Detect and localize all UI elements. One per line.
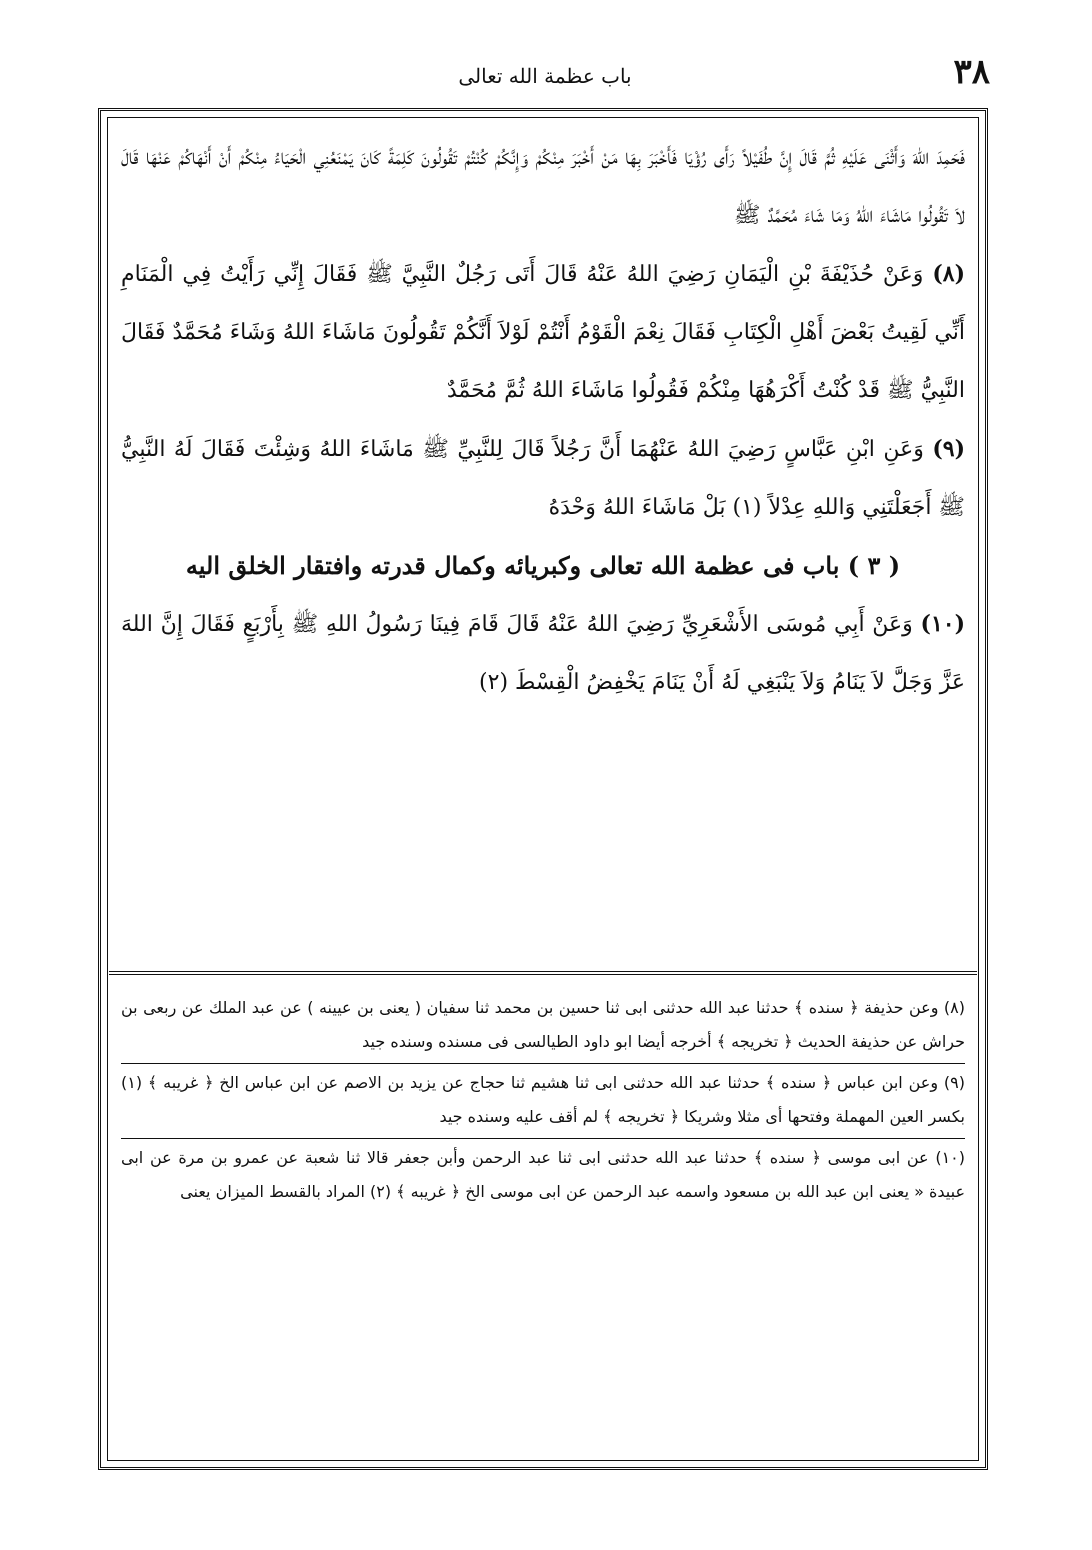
hadith-number: (٨) bbox=[932, 261, 965, 287]
footnote-separator bbox=[121, 1138, 965, 1139]
footnote-9: (٩) وعن ابن عباس ﴿ سنده ﴾ حدثنا عبد الله حدثنى ابى ثنا هشيم ثنا حجاج عن يزيد بن الاصم عن ابن عباس الخ ﴿ غريبه ﴾ (١) بكسر العين المهملة وفتحها أى مثلا وشريكا ﴿ تخريجه ﴾ لم أقف عليه وسنده جيد bbox=[121, 1073, 965, 1126]
footnote-10: (١٠) عن ابى موسى ﴿ سنده ﴾ حدثنا عبد الله حدثنى ابى ثنا عبد الرحمن وأبن جعفر قالا ثنا شعبة عن عمرو بن مرة عن ابى عبيدة « يعنى ابن عبد الله بن مسعود واسمه عبد الرحمن عن ابى موسى الخ ﴿ غريبه ﴾ (٢) المراد بالقسط الميزان يعنى bbox=[121, 1148, 965, 1201]
hadith-text: وَعَنِ ابْنِ عَبَّاسٍ رَضِيَ اللهُ عَنْهُمَا أَنَّ رَجُلاً قَالَ لِلنَّبِيِّ ﷺ مَاشَاءَ اللهُ وَشِئْتَ فَقَالَ لَهُ النَّبِيُّ ﷺ أَجَعَلْتَنِي وَاللهِ عِدْلاً (١) بَلْ مَاشَاءَ اللهُ وَحْدَهُ bbox=[121, 437, 965, 520]
hadith-number: (١٠) bbox=[920, 611, 965, 637]
hadith-text: وَعَنْ حُذَيْفَةَ بْنِ الْيَمَانِ رَضِيَ اللهُ عَنْهُ قَالَ أَتَى رَجُلٌ النَّبِيَّ ﷺ فَقَالَ إِنِّي رَأَيْتُ فِي الْمَنَامِ أَنِّي لَقِيتُ بَعْضَ أَهْلِ الْكِتَابِ فَقَالَ نِعْمَ الْقَوْمُ أَنْتُمْ لَوْلاَ أَنَّكُمْ تَقُولُونَ مَاشَاءَ اللهُ وَشَاءَ مُحَمَّدٌ فَقَالَ النَّبِيُّ ﷺ قَدْ كُنْتُ أَكْرَهُهَا مِنْكُمْ فَقُولُوا مَاشَاءَ اللهُ ثُمَّ مُحَمَّدٌ bbox=[121, 262, 965, 403]
footnote-separator bbox=[121, 1063, 965, 1064]
footnote-8: (٨) وعن حذيفة ﴿ سنده ﴾ حدثنا عبد الله حدثنى ابى ثنا حسين بن محمد ثنا سفيان ( يعنى بن عيينه ) عن عبد الملك عن ربعى بن حراش عن حذيفة الحديث ﴿ تخريجه ﴾ أخرجه أيضا ابو داود الطيالسى فى مسنده وسنده جيد bbox=[121, 998, 965, 1051]
hadith-text: وَعَنْ أَبِي مُوسَى الأَشْعَرِيِّ رَضِيَ اللهُ عَنْهُ قَالَ قَامَ فِينَا رَسُولُ اللهِ ﷺ بِأَرْبَعٍ فَقَالَ إِنَّ اللهَ عَزَّ وَجَلَّ لاَ يَنَامُ وَلاَ يَنْبَغِي لَهُ أَنْ يَنَامَ يَخْفِضُ الْقِسْطَ (٢) bbox=[121, 612, 965, 695]
hadith-10 bbox=[121, 595, 965, 712]
paragraph-continuation: فَحَمِدَ اللهَ وَأَثْنَى عَلَيْهِ ثُمَّ قَالَ إِنَّ طُفَيْلاً رَأَى رُؤْيَا فَأَخْبَرَ بِهَا مَنْ أَخْبَرَ مِنْكُمْ وَإِنَّكُمْ كُنْتُمْ تَقُولُونَ كَلِمَةً كَانَ يَمْنَعُنِي الْحَيَاءُ مِنْكُمْ أَنْ أَنْهَاكُمْ عَنْهَا قَالَ لاَ تَقُولُوا مَاشَاءَ اللهُ وَمَا شَاءَ مُحَمَّدٌ ﷺ bbox=[121, 145, 965, 228]
footnote-divider bbox=[109, 971, 977, 975]
hadith-8 bbox=[121, 245, 965, 420]
page-frame bbox=[98, 108, 988, 1470]
running-title: باب عظمة الله تعالى bbox=[458, 64, 632, 88]
page-header bbox=[100, 52, 990, 98]
hadith-9 bbox=[121, 420, 965, 537]
chapter-heading: ( ٣ ) باب فى عظمة الله تعالى وكبريائه وكمال قدرته وافتقار الخلق اليه bbox=[185, 551, 901, 580]
hadith-number: (٩) bbox=[932, 436, 965, 462]
page-number: ٣٨ bbox=[953, 52, 990, 92]
footnotes bbox=[121, 991, 965, 1461]
main-text bbox=[121, 129, 965, 989]
